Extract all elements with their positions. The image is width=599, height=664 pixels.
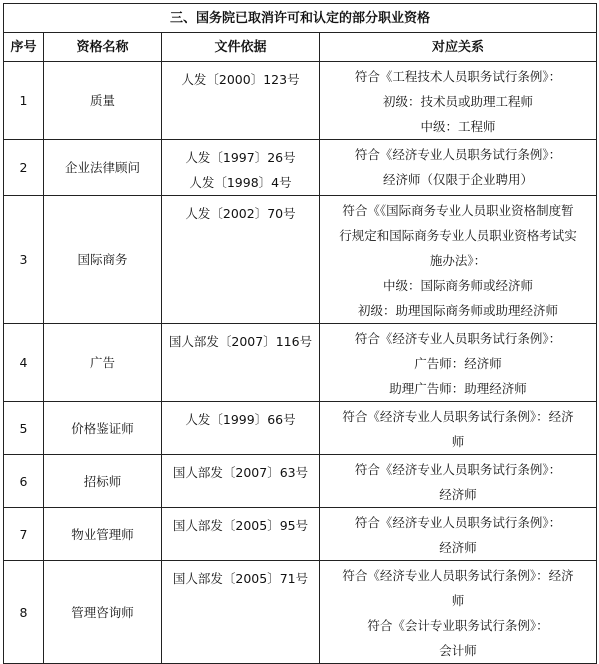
row-number: 7	[4, 508, 44, 561]
qualification-name: 广告	[44, 324, 162, 402]
document-line: 人发〔1998〕4号	[189, 175, 292, 190]
table-row	[4, 508, 597, 561]
relation-line: 行规定和国际商务专业人员职业资格考试实	[339, 228, 577, 243]
relation-line: 符合《经济专业人员职务试行条例》：	[354, 462, 562, 477]
document-line: 人发〔1999〕66号	[185, 412, 296, 427]
relation	[320, 62, 597, 140]
relation-line: 中级：工程师	[420, 119, 496, 134]
document-basis	[162, 62, 320, 140]
relation-line: 经济师（仅限于企业聘用）	[383, 172, 534, 187]
relation-line: 经济师	[439, 540, 477, 555]
relation-line: 初级：技术员或助理工程师	[383, 94, 534, 109]
qualification-name: 国际商务	[44, 196, 162, 324]
relation-line: 经济师	[439, 487, 477, 502]
relation-line: 符合《《国际商务专业人员职业资格制度暂	[342, 203, 574, 218]
relation	[320, 196, 597, 324]
qualification-name: 价格鉴证师	[44, 402, 162, 455]
qualification-name: 企业法律顾问	[44, 140, 162, 196]
header-no: 序号	[4, 33, 44, 62]
qualification-name: 招标师	[44, 455, 162, 508]
relation-line: 会计师	[439, 643, 477, 658]
relation-line: 中级：国际商务师或经济师	[383, 278, 534, 293]
table-row	[4, 140, 597, 196]
document-line: 国人部发〔2007〕63号	[172, 465, 309, 480]
document-basis	[162, 508, 320, 561]
header-relation: 对应关系	[320, 33, 597, 62]
relation	[320, 140, 597, 196]
relation-line: 符合《会计专业职务试行条例》：	[367, 618, 549, 633]
relation	[320, 455, 597, 508]
relation-line: 符合《经济专业人员职务试行条例》：	[354, 147, 562, 162]
row-number: 2	[4, 140, 44, 196]
relation	[320, 508, 597, 561]
table-row	[4, 455, 597, 508]
document-line: 人发〔1997〕26号	[185, 150, 296, 165]
relation	[320, 324, 597, 402]
relation	[320, 561, 597, 664]
relation-line: 广告师：经济师	[414, 356, 502, 371]
qualification-name: 质量	[44, 62, 162, 140]
qualification-table-wrapper	[3, 3, 596, 664]
row-number: 8	[4, 561, 44, 664]
relation-line: 符合《经济专业人员职务试行条例》：	[354, 515, 562, 530]
table-row	[4, 62, 597, 140]
relation-line: 施办法》：	[429, 253, 487, 268]
row-number: 1	[4, 62, 44, 140]
document-line: 国人部发〔2005〕71号	[172, 571, 309, 586]
relation-line: 初级：助理国际商务师或助理经济师	[358, 303, 559, 318]
table-row	[4, 561, 597, 664]
relation-line: 符合《经济专业人员职务试行条例》：经济	[342, 568, 574, 583]
relation-line: 符合《经济专业人员职务试行条例》：经济	[342, 409, 574, 424]
document-basis	[162, 402, 320, 455]
row-number: 3	[4, 196, 44, 324]
document-basis	[162, 324, 320, 402]
table-row	[4, 196, 597, 324]
document-line: 人发〔2002〕70号	[185, 206, 296, 221]
relation-line: 符合《工程技术人员职务试行条例》：	[354, 69, 562, 84]
document-basis	[162, 455, 320, 508]
document-line: 人发〔2000〕123号	[181, 72, 300, 87]
relation	[320, 402, 597, 455]
qualification-name: 管理咨询师	[44, 561, 162, 664]
document-basis	[162, 561, 320, 664]
header-docs: 文件依据	[162, 33, 320, 62]
document-line: 国人部发〔2005〕95号	[172, 518, 309, 533]
relation-line: 师	[451, 434, 465, 449]
row-number: 4	[4, 324, 44, 402]
row-number: 5	[4, 402, 44, 455]
document-basis	[162, 140, 320, 196]
row-number: 6	[4, 455, 44, 508]
header-name: 资格名称	[44, 33, 162, 62]
document-line: 国人部发〔2007〕116号	[168, 334, 313, 349]
table-title: 三、国务院已取消许可和认定的部分职业资格	[4, 4, 597, 33]
relation-line: 符合《经济专业人员职务试行条例》：	[354, 331, 562, 346]
table-body	[4, 62, 597, 664]
table-row	[4, 324, 597, 402]
qualification-name: 物业管理师	[44, 508, 162, 561]
relation-line: 师	[451, 593, 465, 608]
document-basis	[162, 196, 320, 324]
relation-line: 助理广告师：助理经济师	[389, 381, 527, 396]
table-row	[4, 402, 597, 455]
qualification-table	[3, 3, 597, 664]
